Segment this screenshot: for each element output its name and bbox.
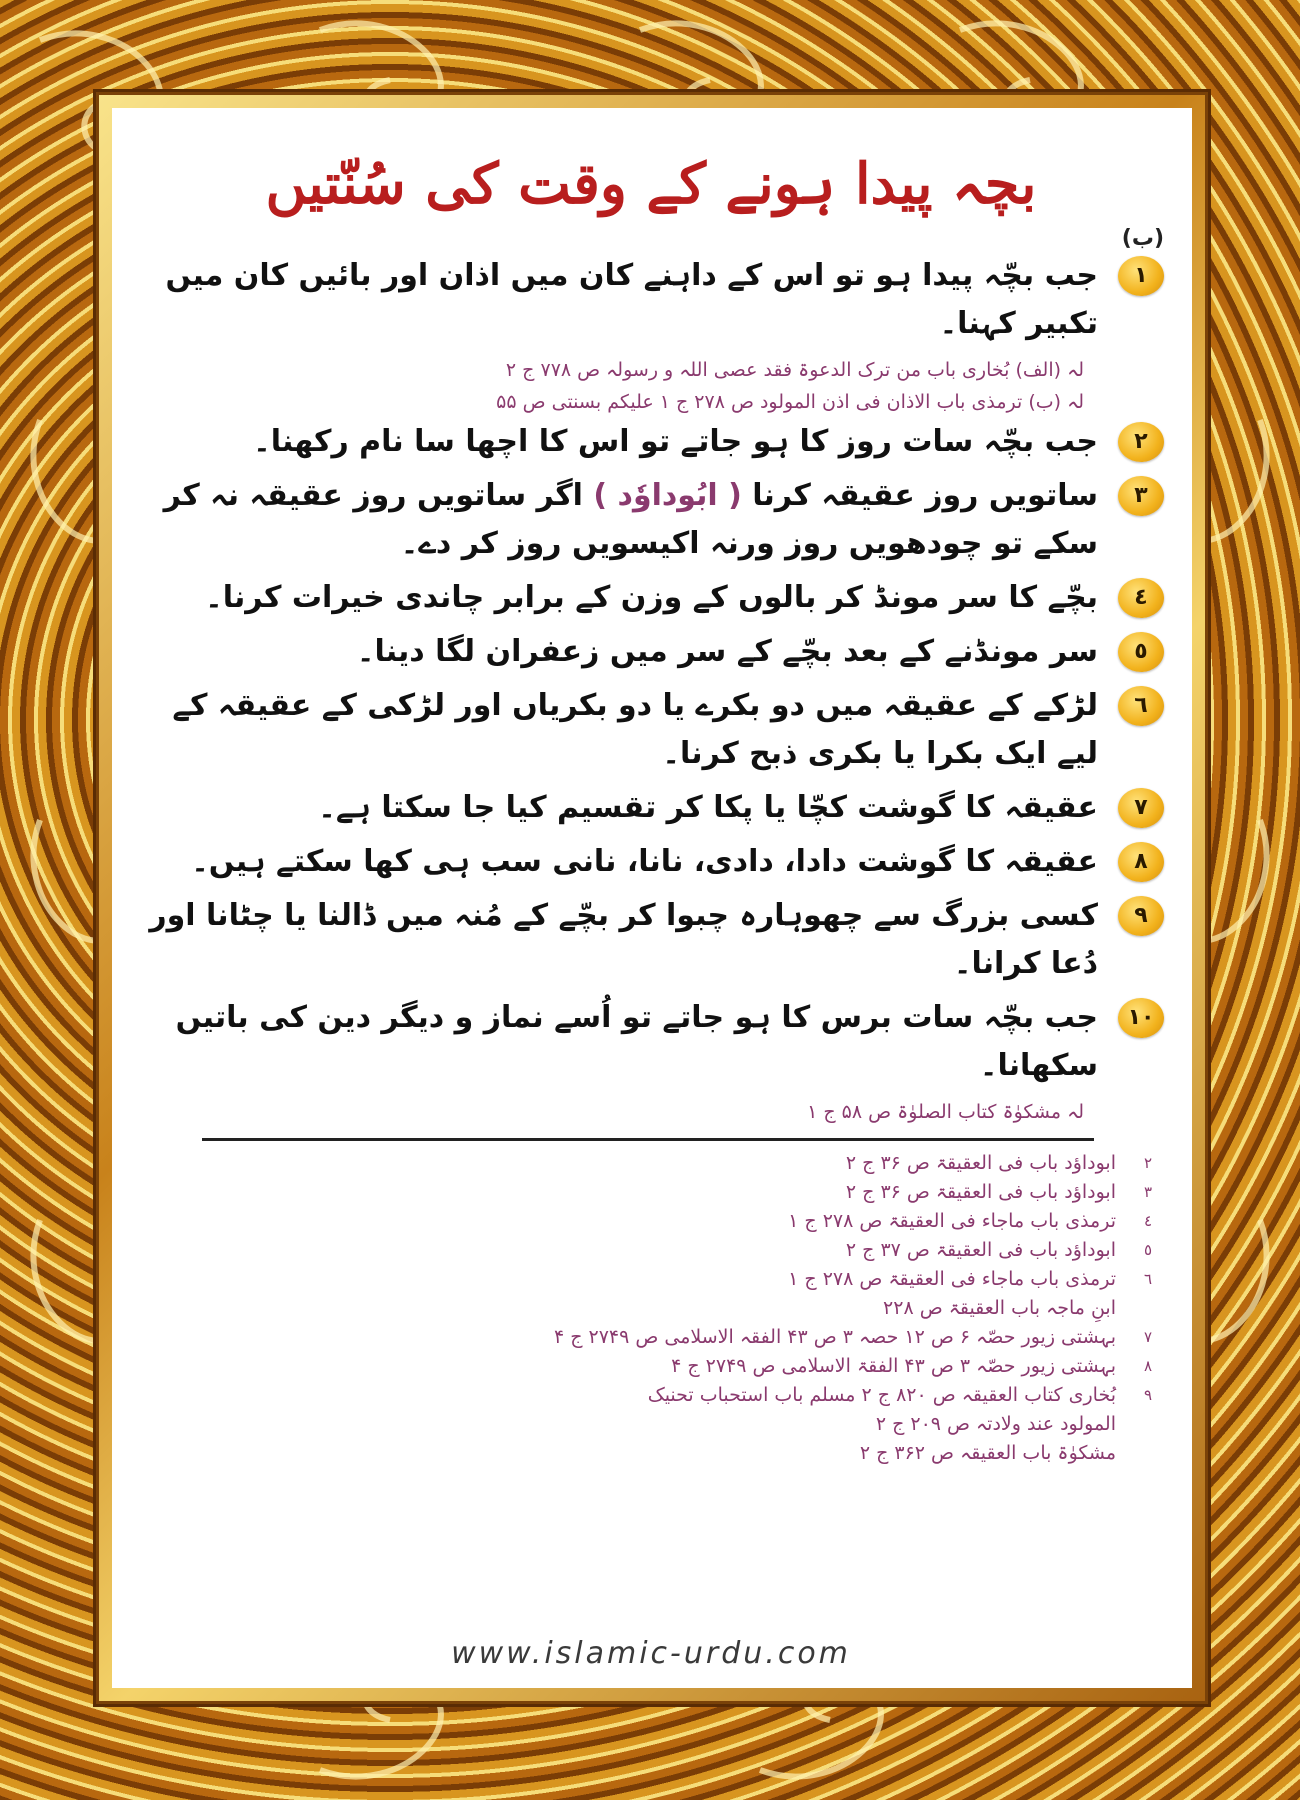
item-number-badge: ٦	[1118, 686, 1164, 726]
reference-mark: ٤	[1143, 1212, 1152, 1230]
footnote-divider	[202, 1138, 1094, 1141]
reference-text: ابنِ ماجہ باب العقیقۃ ص ۲۲۸	[883, 1297, 1116, 1319]
list-item	[138, 472, 1164, 568]
citation: لہ (الف) بُخاری باب من ترک الدعوۃ فقد عصی اللہ و رسولہ ص ۷۷۸ ج ۲	[505, 359, 1084, 381]
list-item	[138, 418, 1164, 466]
reference-item	[228, 1149, 1152, 1178]
citation: لہ (ب) ترمذی باب الاذان فی اذن المولود ص ۲۷۸ ج ۱ علیکم بسنتی ص ۵۵	[496, 391, 1084, 413]
reference-item	[228, 1352, 1152, 1381]
reference-item	[228, 1410, 1152, 1439]
item-number-badge: ٧	[1118, 788, 1164, 828]
reference-text: ترمذی باب ماجاء فی العقیقۃ ص ۲۷۸ ج ۱	[788, 1268, 1116, 1290]
item-text: جب بچّہ سات برس کا ہو جاتے تو اُسے نماز و دیگر دین کی باتیں سکھانا۔	[175, 1000, 1098, 1083]
reference-text: المولود عند ولادتہ ص ۲۰۹ ج ۲	[875, 1413, 1116, 1435]
item-number-badge: ٩	[1118, 896, 1164, 936]
reference-text: بہشتی زیور حصّہ ۶ ص ۱۲ حصہ ۳ ص ۴۳ الفقہ الاسلامی ص ۲۷۴۹ ج ۴	[553, 1326, 1116, 1348]
reference-text: ابوداؤد باب فی العقیقۃ ص ۳۶ ج ۲	[845, 1152, 1116, 1174]
content-page	[112, 108, 1192, 1688]
watermark-band	[138, 1632, 1164, 1672]
reference-mark: ٨	[1143, 1357, 1152, 1375]
reference-mark: ٥	[1143, 1241, 1152, 1259]
item-text: لڑکے کے عقیقہ میں دو بکرے یا دو بکریاں اور لڑکی کے عقیقہ کے لیے ایک بکرا یا بکری ذبح کرنا۔	[172, 688, 1098, 771]
item-number-badge: ٣	[1118, 476, 1164, 516]
reference-item	[228, 1178, 1152, 1207]
reference-text: مشکوٰۃ باب العقیقہ ص ۳۶۲ ج ۲	[859, 1442, 1116, 1464]
reference-mark: ٧	[1143, 1328, 1152, 1346]
list-item	[138, 892, 1164, 988]
list-item	[138, 784, 1164, 832]
section-letter: (ب)	[1121, 226, 1164, 251]
item-text: جب بچّہ پیدا ہو تو اس کے داہنے کان میں اذان اور بائیں کان میں تکبیر کہنا۔	[165, 258, 1098, 341]
item-text: سر مونڈنے کے بعد بچّے کے سر میں زعفران لگا دینا۔	[356, 634, 1098, 669]
reference-item	[228, 1236, 1152, 1265]
reference-text: ابوداؤد باب فی العقیقۃ ص ۳۶ ج ۲	[845, 1181, 1116, 1203]
list-item	[138, 838, 1164, 886]
list-item	[138, 252, 1164, 348]
list-item	[138, 994, 1164, 1090]
list-item	[138, 574, 1164, 622]
item-text: جب بچّہ سات روز کا ہو جاتے تو اس کا اچھا سا نام رکھنا۔	[253, 424, 1098, 459]
reference-text: بہشتی زیور حصّہ ۳ ص ۴۳ الفقۃ الاسلامی ص ۲۷۴۹ ج ۴	[671, 1355, 1116, 1377]
reference-item	[228, 1439, 1152, 1468]
item-number-badge: ١	[1118, 256, 1164, 296]
reference-mark: ٢	[1143, 1154, 1152, 1172]
reference-mark: ٩	[1143, 1386, 1152, 1404]
reference-text: ابوداؤد باب فی العقیقۃ ص ۳۷ ج ۲	[845, 1239, 1116, 1261]
citation: لہ مشکوٰۃ کتاب الصلوٰۃ ص ۵۸ ج ۱	[807, 1101, 1084, 1123]
item-number-badge: ٨	[1118, 842, 1164, 882]
reference-text: ترمذی باب ماجاء فی العقیقۃ ص ۲۷۸ ج ۱	[788, 1210, 1116, 1232]
item-text: عقیقہ کا گوشت دادا، دادی، نانا، نانی سب ہی کھا سکتے ہیں۔	[191, 844, 1098, 879]
item-text: کسی بزرگ سے چھوہارہ چبوا کر بچّے کے مُنہ میں ڈالنا یا چٹانا اور دُعا کرانا۔	[149, 898, 1098, 981]
reference-item	[228, 1207, 1152, 1236]
item-text: عقیقہ کا گوشت کچّا یا پکا کر تقسیم کیا جا سکتا ہے۔	[318, 790, 1098, 825]
reference-item	[228, 1381, 1152, 1410]
item-text: بچّے کا سر مونڈ کر بالوں کے وزن کے برابر چاندی خیرات کرنا۔	[205, 580, 1098, 615]
website-watermark: www.islamic-urdu.com	[451, 1636, 851, 1671]
item-number-badge: ١٠	[1118, 998, 1164, 1038]
reference-item	[228, 1323, 1152, 1352]
inline-reference: ( ابُوداوٗد )	[593, 478, 742, 513]
page-title: بچہ پیدا ہونے کے وقت کی سُنّتیں	[265, 151, 1037, 217]
reference-list	[138, 1149, 1164, 1468]
list-item	[138, 682, 1164, 778]
item-number-badge: ٢	[1118, 422, 1164, 462]
item-number-badge: ٤	[1118, 578, 1164, 618]
reference-item	[228, 1294, 1152, 1323]
reference-item	[228, 1265, 1152, 1294]
list-item	[138, 628, 1164, 676]
item-text: ساتویں روز عقیقہ کرنا	[752, 478, 1098, 513]
sunnah-list	[138, 252, 1164, 1128]
reference-mark: ٦	[1143, 1270, 1152, 1288]
reference-text: بُخاری کتاب العقیقہ ص ۸۲۰ ج ۲ مسلم باب استحباب تحنیک	[647, 1384, 1116, 1406]
reference-mark: ٣	[1143, 1183, 1152, 1201]
item-text-continued: اگر ساتویں روز عقیقہ نہ کر سکے تو چودھویں روز ورنہ اکیسویں روز کر دے۔	[163, 478, 1098, 561]
item-number-badge: ٥	[1118, 632, 1164, 672]
